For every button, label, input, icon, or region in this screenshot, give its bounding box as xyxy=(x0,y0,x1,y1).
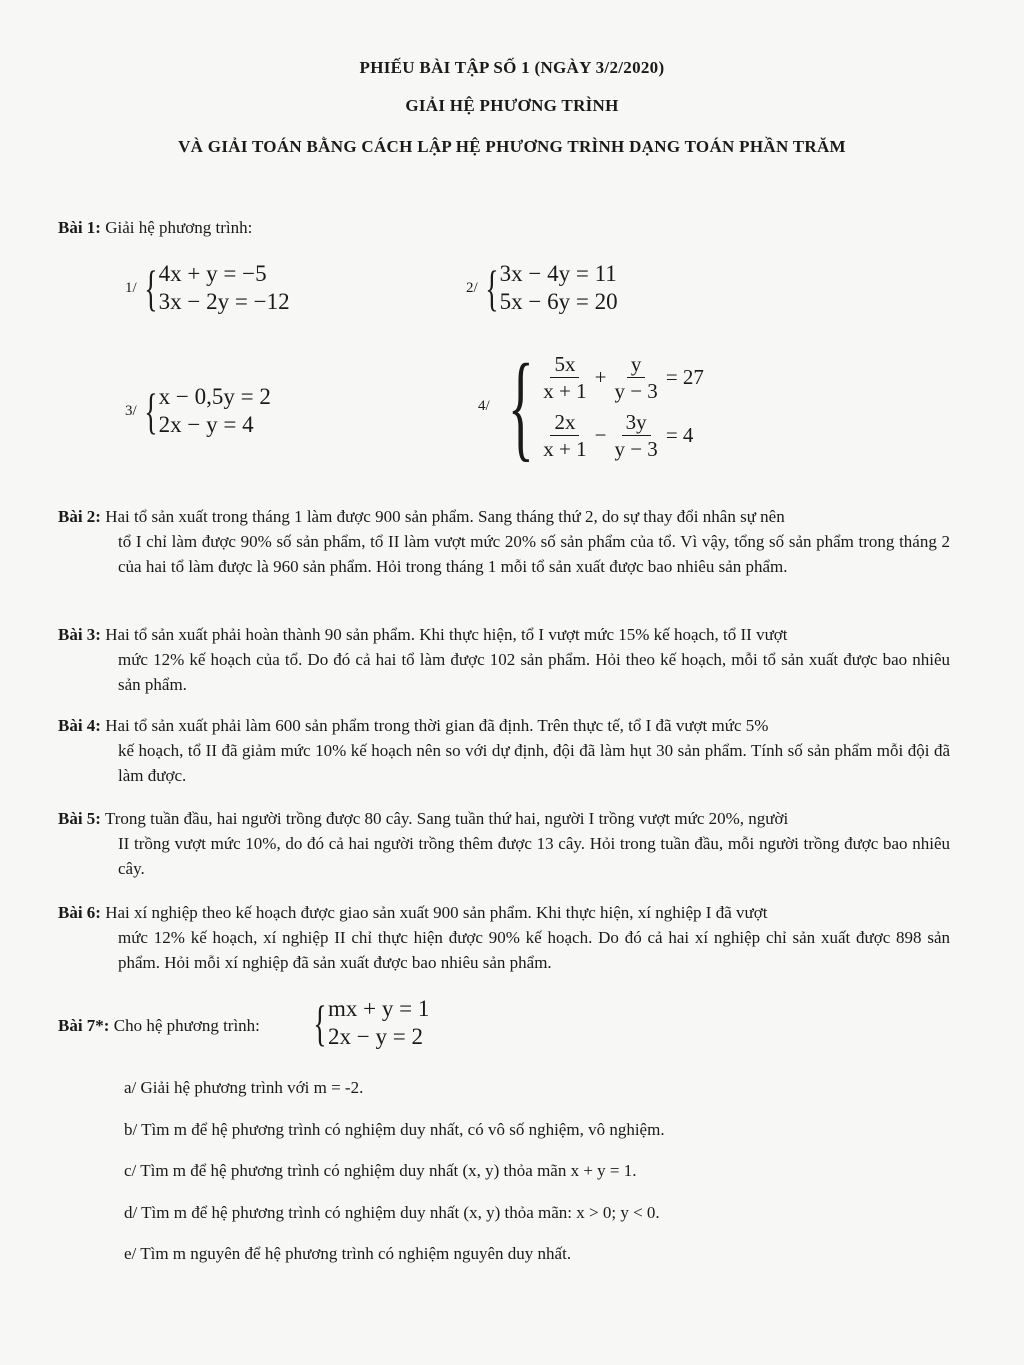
bai7-part-d: d/ Tìm m để hệ phương trình có nghiệm duy nhất (x, y) thỏa mãn: x > 0; y < 0. xyxy=(124,1203,660,1222)
bai7-eq2: 2x − y = 2 xyxy=(328,1024,423,1049)
problem-first-line: Trong tuần đầu, hai người trồng được 80 cây. Sang tuần thứ hai, người I trồng vượt mức 20%, người xyxy=(104,809,789,828)
problem-label: Bài 4: xyxy=(58,716,101,735)
system-4 xyxy=(478,339,704,472)
problem-first-line: Hai tổ sản xuất phải hoàn thành 90 sản phẩm. Khi thực hiện, tổ I vượt mức 15% kế hoạch, tổ II vượt xyxy=(105,625,788,644)
bai7-part-b: b/ Tìm m để hệ phương trình có nghiệm duy nhất, có vô số nghiệm, vô nghiệm. xyxy=(124,1120,665,1139)
system-1-eq2: 3x − 2y = −12 xyxy=(158,289,290,314)
problem-body: mức 12% kế hoạch của tổ. Do đó cả hai tổ làm được 102 sản phẩm. Hỏi theo kế hoạch, mỗi tổ sản xuất được bao nhiêu sản phẩm. xyxy=(118,650,950,694)
brace-icon: { xyxy=(144,260,158,316)
problem-body: II trồng vượt mức 10%, do đó cả hai người trồng thêm được 13 cây. Hỏi trong tuần đầu, mỗi người trồng được bao nhiêu cây. xyxy=(118,834,950,878)
system-3-eq1: x − 0,5y = 2 xyxy=(158,384,271,409)
brace-icon: { xyxy=(485,260,499,316)
system-4-row1 xyxy=(535,348,704,406)
system-4-number: 4/ xyxy=(478,397,490,414)
system-4-row2 xyxy=(535,406,704,464)
system-2-number: 2/ xyxy=(466,279,478,296)
problem-bai4 xyxy=(58,713,950,788)
problem-label: Bài 2: xyxy=(58,507,101,526)
fraction-denominator: x + 1 xyxy=(543,378,587,403)
problem-first-line: Hai xí nghiệp theo kế hoạch được giao sản xuất 900 sản phẩm. Khi thực hiện, xí nghiệp I đã vượt xyxy=(105,903,768,922)
worksheet-subtitle-2: VÀ GIẢI TOÁN BẰNG CÁCH LẬP HỆ PHƯƠNG TRÌNH DẠNG TOÁN PHẦN TRĂM xyxy=(178,137,846,156)
system-1-number: 1/ xyxy=(125,279,137,296)
bai7-heading xyxy=(58,1016,260,1036)
system-3-eq2: 2x − y = 4 xyxy=(158,412,254,437)
fraction-numerator: 3y xyxy=(622,409,651,436)
bai7-label: Bài 7*: xyxy=(58,1016,110,1035)
problem-body: mức 12% kế hoạch, xí nghiệp II chỉ thực hiện được 90% kế hoạch. Do đó cả hai xí nghiệp chỉ sản xuất được 898 sản phẩm. Hỏi mỗi xí nghiệp đã sản xuất được bao nhiêu sản phẩm. xyxy=(118,928,950,972)
bai7-part-a: a/ Giải hệ phương trình với m = -2. xyxy=(124,1078,364,1097)
problem-first-line: Hai tổ sản xuất trong tháng 1 làm được 900 sản phẩm. Sang tháng thứ 2, do sự thay đổi nhân sự nên xyxy=(105,507,785,526)
bai7-text: Cho hệ phương trình: xyxy=(113,1016,260,1035)
problem-body: kế hoạch, tổ II đã giảm mức 10% kế hoạch nên so với dự định, đội đã làm hụt 30 sản phẩm. Tính số sản phẩm mỗi đội đã làm được. xyxy=(118,741,950,785)
bai7-part-c: c/ Tìm m để hệ phương trình có nghiệm duy nhất (x, y) thỏa mãn x + y = 1. xyxy=(124,1161,637,1180)
fraction-numerator: y xyxy=(627,351,646,378)
system-1 xyxy=(125,260,290,316)
fraction-numerator: 5x xyxy=(550,351,579,378)
worksheet-title: PHIẾU BÀI TẬP SỐ 1 (NGÀY 3/2/2020) xyxy=(359,58,665,77)
brace-icon: { xyxy=(313,995,327,1051)
operator: − xyxy=(594,422,607,447)
brace-icon: { xyxy=(144,383,158,439)
operator: + xyxy=(594,364,607,389)
system-3-number: 3/ xyxy=(125,402,137,419)
problem-label: Bài 5: xyxy=(58,809,101,828)
fraction-denominator: y − 3 xyxy=(614,378,658,403)
worksheet-subtitle: GIẢI HỆ PHƯƠNG TRÌNH xyxy=(405,96,619,115)
problem-bai6 xyxy=(58,900,950,975)
problem-label: Bài 3: xyxy=(58,625,101,644)
system-3 xyxy=(125,383,271,439)
problem-first-line: Hai tổ sản xuất phải làm 600 sản phẩm trong thời gian đã định. Trên thực tế, tổ I đã vượt mức 5% xyxy=(105,716,769,735)
fraction-numerator: 2x xyxy=(550,409,579,436)
bai1-label: Bài 1: xyxy=(58,218,101,237)
system-2 xyxy=(466,260,618,316)
bai1-heading xyxy=(58,218,252,238)
brace-icon: { xyxy=(507,339,534,472)
equation-rhs: = 4 xyxy=(665,422,694,447)
bai7-eq1: mx + y = 1 xyxy=(328,996,430,1021)
system-2-eq1: 3x − 4y = 11 xyxy=(499,261,617,286)
problem-bai2 xyxy=(58,504,950,579)
fraction-denominator: y − 3 xyxy=(614,436,658,461)
problem-bai3 xyxy=(58,622,950,697)
bai7-part-e: e/ Tìm m nguyên để hệ phương trình có nghiệm nguyên duy nhất. xyxy=(124,1244,572,1263)
problem-bai5 xyxy=(58,806,950,881)
system-2-eq2: 5x − 6y = 20 xyxy=(499,289,618,314)
system-bai7 xyxy=(308,995,429,1051)
equation-rhs: = 27 xyxy=(665,364,704,389)
problem-label: Bài 6: xyxy=(58,903,101,922)
system-1-eq1: 4x + y = −5 xyxy=(158,261,267,286)
fraction-denominator: x + 1 xyxy=(543,436,587,461)
bai1-text: Giải hệ phương trình: xyxy=(105,218,253,237)
problem-body: tổ I chỉ làm được 90% số sản phẩm, tổ II làm vượt mức 20% số sản phẩm của tổ. Vì vậy, tổng số sản phẩm trong tháng 2 của hai tổ làm được là 960 sản phẩm. Hỏi trong tháng 1 mỗi tổ sản xuất được bao nhiêu sản phẩm. xyxy=(118,532,950,576)
